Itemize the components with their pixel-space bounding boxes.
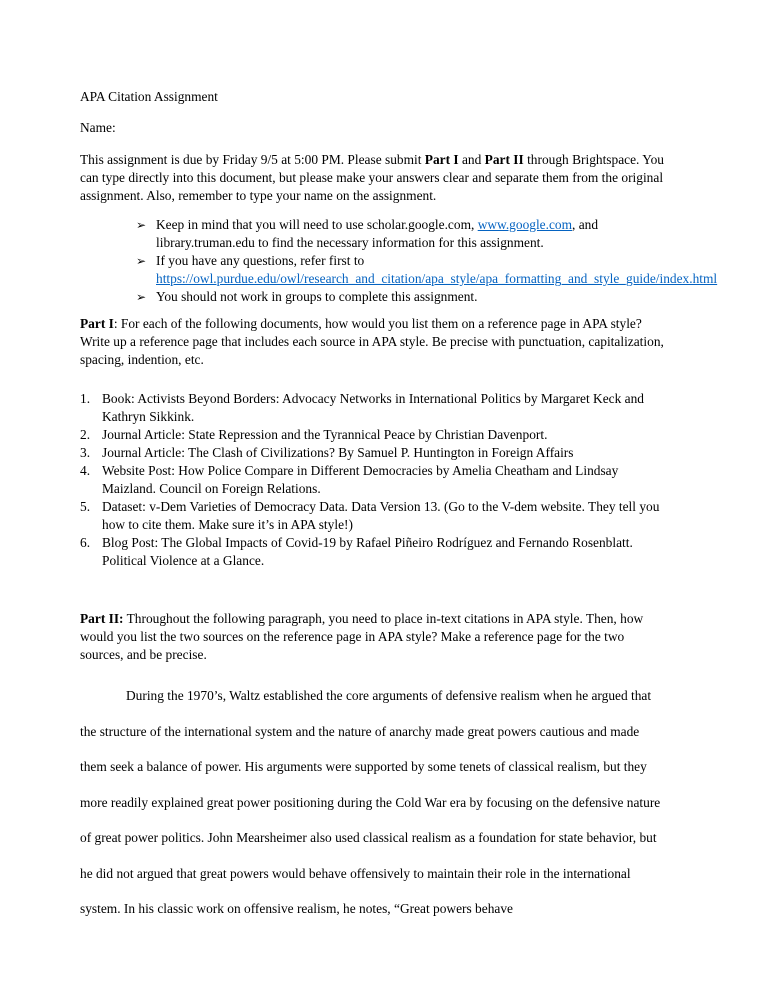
instructions-list (80, 216, 718, 306)
arrow-bullet-icon: ➢ (136, 254, 147, 268)
list-item (80, 498, 664, 534)
item-text: Blog Post: The Global Impacts of Covid-19 by Rafael Piñeiro Rodríguez and Fernando Rosenblatt. Political Violence at a Glance. (102, 535, 633, 568)
bullet-text: , and library.truman.edu to find the necessary information for this assignment. (156, 217, 599, 250)
part2-text: Throughout the following paragraph, you need to place in-text citations in APA style. Then, how would you list the two sources on the reference page in APA style? Make a reference page for the two sources, and be precise. (80, 611, 644, 662)
bullet-text: You should not work in groups to complete this assignment. (156, 289, 478, 304)
bullet-text: Keep in mind that you will need to use scholar.google.com, (156, 217, 478, 232)
item-text: Website Post: How Police Compare in Different Democracies by Amelia Cheatham and Lindsay Maizland. Council on Foreign Relations. (102, 463, 619, 496)
list-item (80, 390, 664, 426)
intro-text-1: This assignment is due by Friday 9/5 at 5:00 PM. Please submit (80, 152, 425, 167)
list-item (136, 216, 664, 252)
part2-instructions (80, 610, 664, 664)
list-item (136, 288, 664, 306)
name-line: Name: (80, 120, 116, 135)
intro-text-2: through Brightspace. You can type directly into this document, but please make your answers clear and separate them from the original assignment. Also, remember to type your name on the assignment. (80, 152, 664, 203)
list-item (80, 462, 664, 498)
document-title: APA Citation Assignment (80, 89, 218, 104)
list-item (136, 252, 718, 288)
part1-label: Part I (80, 316, 114, 331)
intro-paragraph (80, 151, 664, 205)
arrow-bullet-icon: ➢ (136, 290, 147, 304)
item-text: Journal Article: The Clash of Civilizations? By Samuel P. Huntington in Foreign Affairs (102, 445, 574, 460)
part2-label: Part II: (80, 611, 124, 626)
part1-instructions (80, 315, 664, 369)
list-item (80, 444, 664, 462)
arrow-bullet-icon: ➢ (136, 218, 147, 232)
item-number: 3. (80, 445, 91, 460)
item-text: Journal Article: State Repression and the Tyrannical Peace by Christian Davenport. (102, 427, 548, 442)
list-item (80, 426, 664, 444)
item-text: Book: Activists Beyond Borders: Advocacy Networks in International Politics by Margaret Keck and Kathryn Sikkink. (102, 391, 644, 424)
item-number: 6. (80, 535, 91, 550)
item-text: Dataset: v-Dem Varieties of Democracy Data. Data Version 13. (Go to the V-dem website. They tell you how to cite them. Make sure it’s in APA style!) (102, 499, 660, 532)
citation-paragraph: During the 1970’s, Waltz established the core arguments of defensive realism when he argued that the structure of the international system and the nature of anarchy made great powers cautious and made them seek a balance of power. His arguments were supported by some tenets of classical realism, but they more readily explained great power positioning during the Cold War era by focusing on the defensive nature of great power politics. John Mearsheimer also used classical realism as a foundation for state behavior, but he did not argued that great powers would behave offensively to maintain their role in the international system. In his classic work on offensive realism, he notes, “Great powers behave (80, 688, 661, 916)
item-number: 5. (80, 499, 91, 514)
google-link[interactable]: www.google.com (477, 217, 573, 232)
item-number: 4. (80, 463, 91, 478)
item-number: 2. (80, 427, 91, 442)
part1-text: : For each of the following documents, how would you list them on a reference page in APA style? Write up a reference page that includes each source in APA style. Be precise with punctuation, capitalization, spacing, indention, etc. (80, 316, 664, 367)
intro-part2-bold: Part II (484, 152, 524, 167)
intro-part1-bold: Part I (424, 152, 459, 167)
documents-list (80, 390, 664, 570)
intro-and: and (458, 152, 485, 167)
bullet-text: If you have any questions, refer first to (156, 253, 365, 268)
purdue-owl-link[interactable]: https://owl.purdue.edu/owl/research_and_citation/apa_style/apa_formatting_and_style_guide/index.html (156, 271, 718, 286)
list-item (80, 534, 664, 570)
item-number: 1. (80, 391, 91, 406)
